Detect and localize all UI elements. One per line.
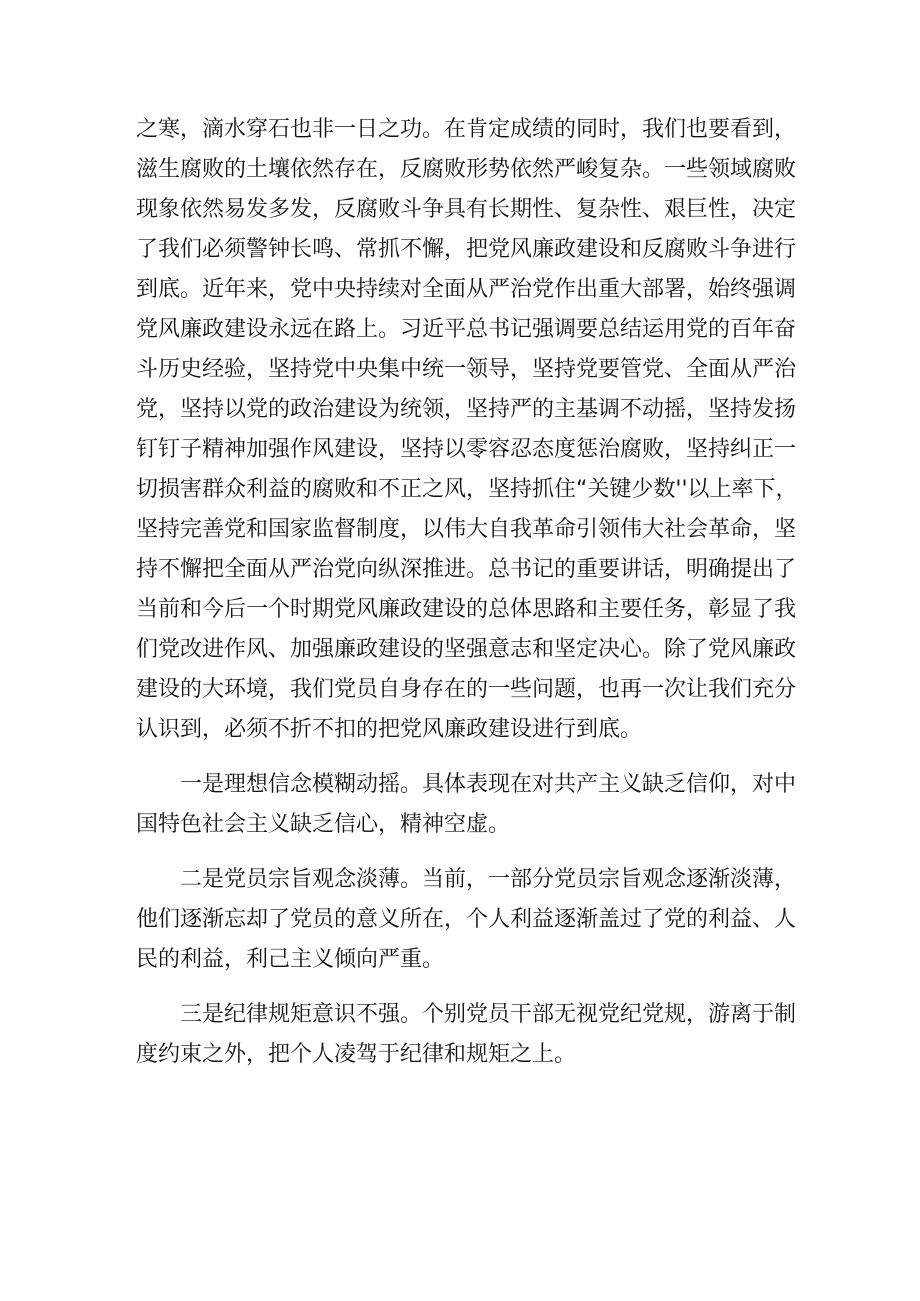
text-line: 党风廉政建设永远在路上。习近平总书记强调要总结运用党的百年奋 — [136, 317, 797, 342]
paragraph-2 — [136, 765, 797, 845]
text-line: 二是党员宗旨观念淡薄。当前，一部分党员宗旨观念逐渐淡薄， — [180, 867, 797, 892]
text-line: 切损害群众利益的腐败和不正之风，坚持抓住“关键少数''以上率下， — [136, 477, 798, 502]
text-line: 国特色社会主义缺乏信心，精神空虚。 — [136, 812, 511, 837]
text-line: 们党改进作风、加强廉政建设的坚强意志和坚定决心。除了党风廉政 — [136, 637, 797, 662]
text-line: 他们逐渐忘却了党员的意义所在，个人利益逐渐盖过了党的利益、人 — [136, 907, 797, 932]
document-body — [136, 110, 798, 1075]
text-line: 三是纪律规矩意识不强。个别党员干部无视党纪党规，游离于制 — [180, 1002, 797, 1027]
paragraph-3 — [136, 860, 797, 980]
text-line: 民的利益，利己主义倾向严重。 — [136, 947, 445, 972]
text-line: 当前和今后一个时期党风廉政建设的总体思路和主要任务，彰显了我 — [136, 597, 797, 622]
text-line: 党，坚持以党的政治建设为统领，坚持严的主基调不动摇，坚持发扬 — [136, 397, 797, 422]
text-line: 持不懈把全面从严治党向纵深推进。总书记的重要讲话，明确提出了 — [136, 557, 797, 582]
text-line: 一是理想信念模糊动摇。具体表现在对共产主义缺乏信仰，对中 — [180, 772, 797, 797]
text-line: 度约束之外，把个人凌驾于纪律和规矩之上。 — [136, 1042, 577, 1067]
paragraph-4 — [136, 995, 797, 1075]
text-line: 认识到，必须不折不扣的把党风廉政建设进行到底。 — [136, 717, 643, 742]
text-line: 钉钉子精神加强作风建设，坚持以零容忍态度惩治腐败，坚持纠正一 — [136, 437, 797, 462]
text-line: 到底。近年来，党中央持续对全面从严治党作出重大部署，始终强调 — [136, 277, 797, 302]
text-line: 坚持完善党和国家监督制度，以伟大自我革命引领伟大社会革命，坚 — [136, 517, 797, 542]
text-line: 现象依然易发多发，反腐败斗争具有长期性、复杂性、艰巨性，决定 — [136, 197, 797, 222]
paragraph-1 — [136, 110, 798, 750]
text-line: 斗历史经验，坚持党中央集中统一领导，坚持党要管党、全面从严治 — [136, 357, 797, 382]
text-line: 了我们必须警钟长鸣、常抓不懈，把党风廉政建设和反腐败斗争进行 — [136, 237, 797, 262]
text-line: 之寒，滴水穿石也非一日之功。在肯定成绩的同时，我们也要看到， — [136, 117, 797, 142]
text-line: 建设的大环境，我们党员自身存在的一些问题，也再一次让我们充分 — [136, 677, 797, 702]
text-line: 滋生腐败的土壤依然存在，反腐败形势依然严峻复杂。一些领域腐败 — [136, 157, 797, 182]
